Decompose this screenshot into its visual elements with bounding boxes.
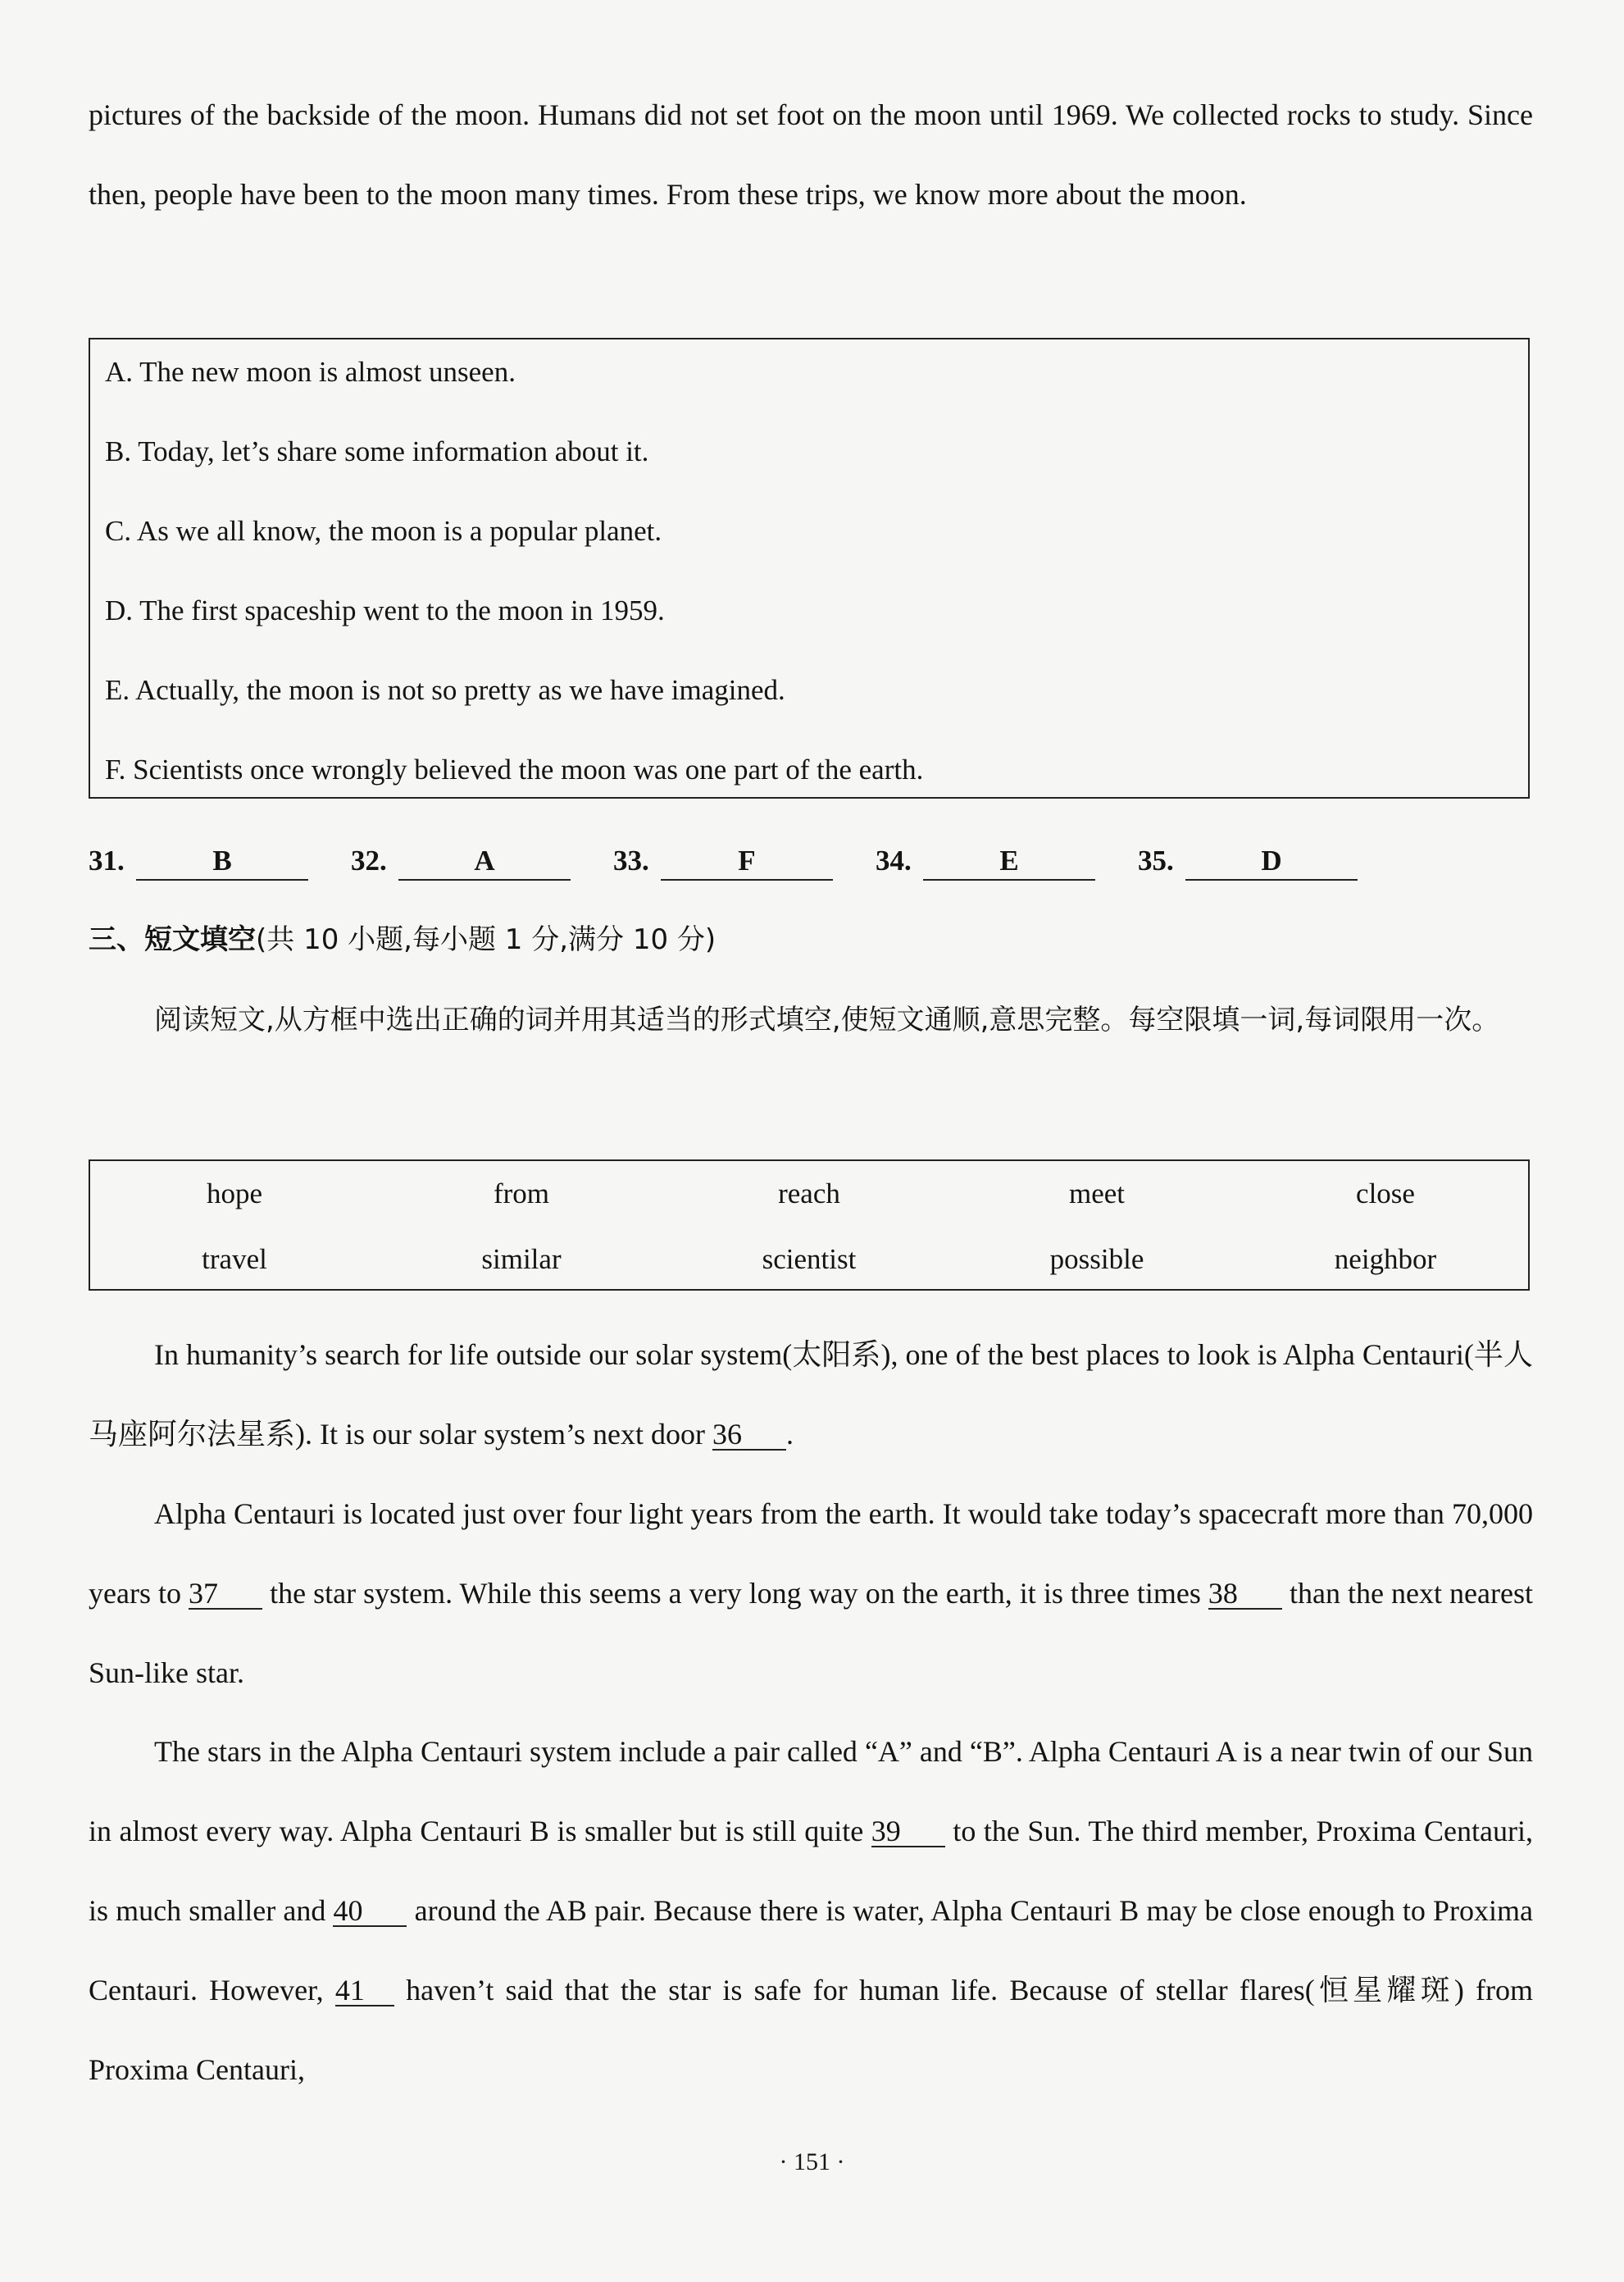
word-bank-item: from — [493, 1177, 550, 1209]
answer-32-value: A — [398, 843, 571, 881]
word-bank-item: hope — [206, 1177, 263, 1209]
answer-34-number: 34. — [876, 845, 912, 877]
word-bank-item: reach — [778, 1177, 840, 1209]
answer-row — [89, 843, 1533, 884]
passage2-p2-text: Alpha Centauri is located just over four light years from the earth. It would take today’s spacecraft more than 70,000 years to — [89, 1497, 1533, 1610]
passage-continuation: pictures of the backside of the moon. Humans did not set foot on the moon until 1969. We collected rocks to study. Since then, people have been to the moon many times. From these trips, we know more about the moon. — [89, 98, 1533, 211]
passage2-paragraph-2 — [89, 1474, 1533, 1713]
answer-32-number: 32. — [351, 845, 387, 877]
section-heading — [89, 917, 716, 963]
answer-33-number: 33. — [613, 845, 649, 877]
option-a: A. The new moon is almost unseen. — [105, 356, 516, 388]
word-bank-item: meet — [1068, 1177, 1126, 1209]
word-bank-item: travel — [202, 1243, 267, 1275]
option-f: F. Scientists once wrongly believed the moon was one part of the earth. — [105, 754, 924, 786]
word-bank-item: close — [1356, 1177, 1415, 1209]
blank-36: 36 — [712, 1419, 786, 1451]
passage2-p3-mid: to the Sun. The third member, Proxima Centauri, is much smaller and — [89, 1815, 1534, 1927]
answer-34-value: E — [923, 843, 1095, 881]
blank-41: 41 — [335, 1975, 394, 2006]
word-bank-item: neighbor — [1334, 1243, 1437, 1275]
answer-35-number: 35. — [1138, 845, 1174, 877]
word-bank-item: similar — [481, 1243, 562, 1275]
word-bank-item: possible — [1049, 1243, 1144, 1275]
word-bank-box — [89, 1159, 1530, 1291]
section-title: 三、短文填空 — [89, 923, 256, 956]
blank-39: 39 — [871, 1816, 945, 1847]
passage2-paragraph-3 — [89, 1712, 1533, 2110]
option-d: D. The first spaceship went to the moon in 1959. — [105, 594, 665, 626]
passage2-p2-mid: the star system. While this seems a very long way on the earth, it is three times — [262, 1577, 1208, 1610]
answer-35-value: D — [1185, 843, 1358, 881]
answer-31-number: 31. — [89, 845, 125, 877]
passage2-p3-end: haven’t said that the star is safe for human life. Because of stellar flares(恒星耀斑) from Proxima Centauri, — [89, 1974, 1533, 2086]
passage2-p3-text: The stars in the Alpha Centauri system include a pair called “A” and “B”. Alpha Centauri A is a near twin of our Sun in almost every way. Alpha Centauri B is smaller but is still quite — [89, 1735, 1533, 1847]
option-b: B. Today, let’s share some information about it. — [105, 435, 649, 467]
section-instructions: 阅读短文,从方框中选出正确的词并用其适当的形式填空,使短文通顺,意思完整。每空限填一词,每词限用一次。 — [154, 1004, 1500, 1036]
blank-40: 40 — [333, 1896, 407, 1927]
option-c: C. As we all know, the moon is a popular planet. — [105, 515, 662, 547]
section-subtitle: (共 10 小题,每小题 1 分,满分 10 分) — [256, 923, 716, 956]
option-e: E. Actually, the moon is not so pretty as we have imagined. — [105, 674, 785, 706]
passage2-p2-end: than the next nearest Sun-like star. — [89, 1577, 1533, 1689]
options-box — [89, 338, 1530, 799]
passage2-p3-mid2: around the AB pair. Because there is water, Alpha Centauri B may be close enough to Proxima Centauri. However, — [89, 1894, 1534, 2006]
passage2-paragraph-1 — [89, 1315, 1533, 1474]
answer-33-value: F — [661, 843, 833, 881]
word-bank-item: scientist — [762, 1243, 857, 1275]
blank-37: 37 — [189, 1578, 262, 1610]
passage2-p1-end: . — [785, 1418, 794, 1451]
passage2-p1-text: In humanity’s search for life outside our solar system(太阳系), one of the best places to look is Alpha Centauri(半人马座阿尔法星系). It is our solar system’s next door — [89, 1338, 1533, 1451]
page-number: · 151 · — [779, 2148, 845, 2175]
blank-38: 38 — [1208, 1578, 1282, 1610]
answer-31-value: B — [136, 843, 308, 881]
